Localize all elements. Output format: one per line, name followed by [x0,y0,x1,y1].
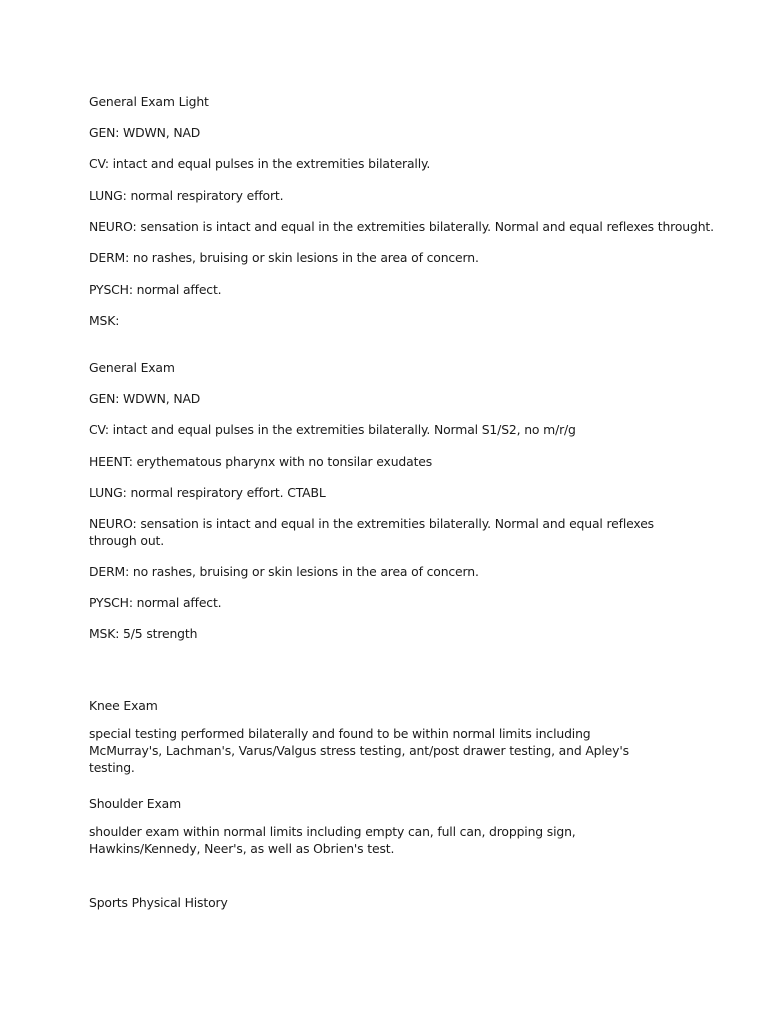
exam-line-psych: PYSCH: normal affect. [89,282,222,297]
section-heading-general-exam: General Exam [89,360,175,375]
exam-line-neuro: NEURO: sensation is intact and equal in the extremities bilaterally. Normal and equal reflexes through out. [89,516,654,548]
exam-line-msk: MSK: [89,313,120,328]
exam-line-psych: PYSCH: normal affect. [89,595,222,610]
exam-line-heent: HEENT: erythematous pharynx with no tonsilar exudates [89,454,433,469]
section-heading-sports-physical-history: Sports Physical History [89,895,228,910]
exam-line-lung: LUNG: normal respiratory effort. CTABL [89,485,326,500]
exam-line-lung: LUNG: normal respiratory effort. [89,188,284,203]
exam-line-derm: DERM: no rashes, bruising or skin lesions in the area of concern. [89,564,479,579]
exam-line-cv: CV: intact and equal pulses in the extremities bilaterally. Normal S1/S2, no m/r/g [89,422,576,437]
section-heading-knee-exam: Knee Exam [89,698,158,713]
exam-line-derm: DERM: no rashes, bruising or skin lesions in the area of concern. [89,250,479,265]
exam-line-cv: CV: intact and equal pulses in the extremities bilaterally. [89,156,431,171]
section-heading-general-exam-light: General Exam Light [89,94,209,109]
section-heading-shoulder-exam: Shoulder Exam [89,796,181,811]
shoulder-exam-description: shoulder exam within normal limits including empty can, full can, dropping sign, Hawkins/Kennedy, Neer's, as well as Obrien's test. [89,824,576,856]
exam-line-gen: GEN: WDWN, NAD [89,391,201,406]
exam-line-gen: GEN: WDWN, NAD [89,125,201,140]
knee-exam-description: special testing performed bilaterally and found to be within normal limits including McMurray's, Lachman's, Varus/Valgus stress testing, ant/post drawer testing, and Apley's testing. [89,726,629,775]
exam-line-msk: MSK: 5/5 strength [89,626,198,641]
exam-line-neuro: NEURO: sensation is intact and equal in the extremities bilaterally. Normal and equal reflexes throught. [89,219,714,234]
